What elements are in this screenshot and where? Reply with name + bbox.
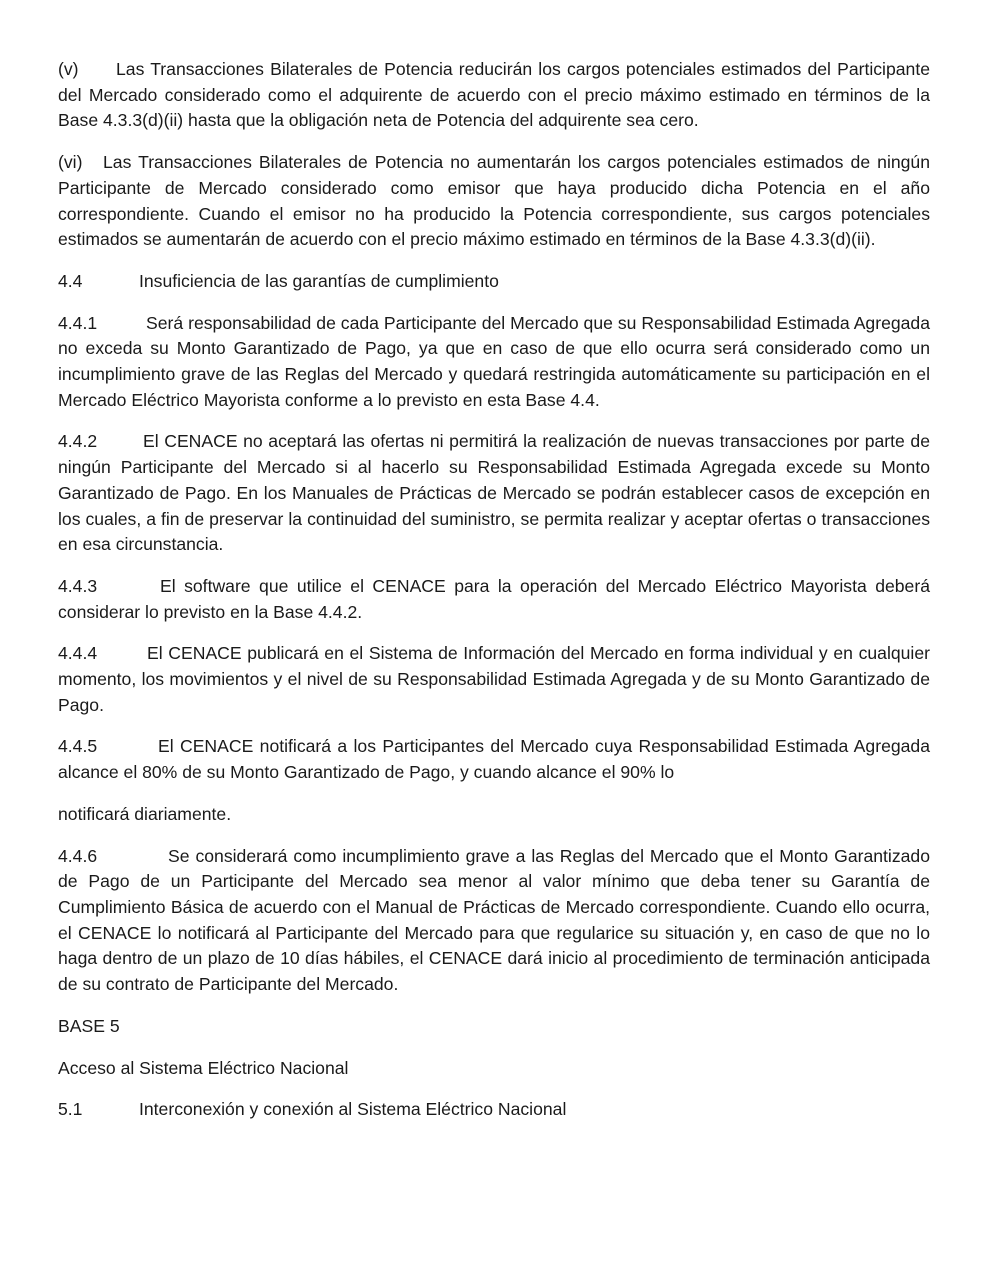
item-number: (vi) [58, 152, 83, 173]
paragraph-text: Será responsabilidad de cada Participante del Mercado que su Responsabilidad Estimada Agregada no exceda su Monto Garantizado de Pago, ya que en caso de que ello ocurra será considerado como un incumplimiento grave de las Reglas del Mercado y quedará restringida automáticamente su participación en el Mercado Eléctrico Mayorista conforme a lo previsto en esta Base 4.4. [58, 312, 930, 410]
section-title: Insuficiencia de las garantías de cumplimiento [139, 270, 499, 291]
paragraph-text: El CENACE publicará en el Sistema de Información del Mercado en forma individual y en cualquier momento, los movimientos y el nivel de su Responsabilidad Estimada Agregada y de su Monto Garantizado de Pago. [58, 643, 930, 715]
section-heading-4-4 [58, 269, 930, 295]
heading-text: BASE 5 [58, 1015, 120, 1036]
base-5-title [58, 1056, 930, 1082]
section-title: Interconexión y conexión al Sistema Eléctrico Nacional [139, 1099, 567, 1120]
heading-text: Acceso al Sistema Eléctrico Nacional [58, 1057, 349, 1078]
base-5-heading [58, 1014, 930, 1040]
paragraph-4-4-2 [58, 429, 930, 558]
item-number: 4.4.3 [58, 575, 98, 596]
paragraph-text: Las Transacciones Bilaterales de Potencia reducirán los cargos potenciales estimados del Participante del Mercado considerado como el adquirente de acuerdo con el precio máximo estimado en términos de la Base 4.3.3(d)(ii) hasta que la obligación neta de Potencia del adquirente sea cero. [58, 59, 930, 131]
section-number: 5.1 [58, 1099, 83, 1120]
paragraph-4-4-5-continuation [58, 802, 930, 828]
item-number: 4.4.5 [58, 736, 98, 757]
paragraph-text: Se considerará como incumplimiento grave a las Reglas del Mercado que el Monto Garantizado de Pago de un Participante del Mercado sea menor al valor mínimo que deba tener su Garantía de Cumplimiento Básica de acuerdo con el Manual de Prácticas de Mercado correspondiente. Cuando ello ocurra, el CENACE lo notificará al Participante del Mercado para que regularice su situación y, en caso de que no lo haga dentro de un plazo de 10 días hábiles, el CENACE dará inicio al procedimiento de terminación anticipada de su contrato de Participante del Mercado. [58, 845, 930, 995]
item-number: 4.4.1 [58, 312, 98, 333]
item-number: (v) [58, 59, 79, 79]
paragraph-v [58, 57, 930, 134]
paragraph-text: El CENACE no aceptará las ofertas ni permitirá la realización de nuevas transacciones por parte de ningún Participante del Mercado si al hacerlo su Responsabilidad Estimada Agregada excede su Monto Garantizado de Pago. En los Manuales de Prácticas de Mercado se podrán establecer casos de excepción en los cuales, a fin de preservar la continuidad del suministro, se permita realizar y aceptar ofertas o transacciones en esa circunstancia. [58, 431, 930, 555]
paragraph-text: Las Transacciones Bilaterales de Potencia no aumentarán los cargos potenciales estimados de ningún Participante de Mercado considerado como emisor que haya producido dicha Potencia en el año correspondiente. Cuando el emisor no ha producido la Potencia correspondiente, sus cargos potenciales estimados se aumentarán de acuerdo con el precio máximo estimado en términos de la Base 4.3.3(d)(ii). [58, 152, 930, 250]
item-number: 4.4.2 [58, 431, 98, 452]
paragraph-text: El software que utilice el CENACE para la operación del Mercado Eléctrico Mayorista deberá considerar lo previsto en la Base 4.4.2. [58, 575, 930, 622]
section-heading-5-1 [58, 1097, 930, 1123]
section-number: 4.4 [58, 270, 83, 291]
paragraph-4-4-1 [58, 311, 930, 414]
paragraph-text: notificará diariamente. [58, 803, 232, 824]
paragraph-4-4-4 [58, 641, 930, 718]
paragraph-vi [58, 150, 930, 253]
paragraph-text: El CENACE notificará a los Participantes del Mercado cuya Responsabilidad Estimada Agregada alcance el 80% de su Monto Garantizado de Pago, y cuando alcance el 90% lo [58, 736, 930, 783]
item-number: 4.4.6 [58, 845, 98, 866]
paragraph-4-4-5 [58, 734, 930, 785]
paragraph-4-4-3 [58, 574, 930, 625]
paragraph-4-4-6 [58, 844, 930, 998]
document-page [58, 57, 930, 1139]
item-number: 4.4.4 [58, 643, 98, 664]
